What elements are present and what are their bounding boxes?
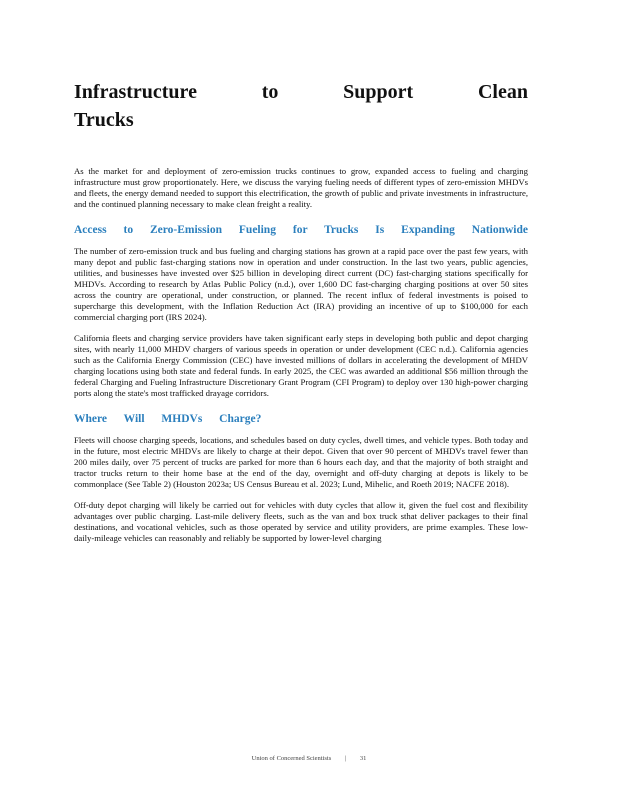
paragraph-access-2: California fleets and charging service providers have taken significant early steps in developing both public and depot charging sites, with nearly 11,000 MHDV chargers of various speeds in operation or under development (CEC n.d.). California agencies such as the California Energy Commission (CEC) have invested millions of dollars in accelerating the development of MHDV charging locations using both state and federal funds. In early 2025, the CEC was awarded an additional $56 million through the federal Charging and Fueling Infrastructure Discretionary Grant Program (CFI Program) to deploy over 130 high-power charging ports along the state's most trafficked drayage corridors. bbox=[74, 333, 528, 398]
footer-org: Union of Concerned Scientists bbox=[251, 755, 332, 762]
section-heading-where: Where Will MHDVs Charge? bbox=[74, 413, 262, 425]
title-line-2: Trucks bbox=[74, 109, 134, 131]
section-heading-access: Access to Zero-Emission Fueling for Trucks Is Expanding Nationwide bbox=[74, 224, 528, 236]
title-line-1: Infrastructure to Support Clean bbox=[74, 81, 528, 103]
page-footer bbox=[0, 755, 618, 762]
footer-separator: | bbox=[344, 755, 347, 762]
paragraph-where-1: Fleets will choose charging speeds, locations, and schedules based on duty cycles, dwell times, and vehicle types. Both today and in the future, most electric MHDVs are likely to charge at their depot. Given that over 90 percent of MHDVs travel fewer than 200 miles daily, over 75 percent of trucks are parked for more than 6 hours each day, and that the majority of both straight and tractor trucks return to their home base at the end of the day, overnight and off-duty charging at depots is likely to be commonplace (See Table 2) (Houston 2023a; US Census Bureau et al. 2023; Lund, Mihelic, and Roeth 2019; NACFE 2018). bbox=[74, 435, 528, 489]
document-page bbox=[74, 78, 528, 554]
page-number: 31 bbox=[359, 755, 367, 762]
paragraph-where-2: Off-duty depot charging will likely be carried out for vehicles with duty cycles that allow it, given the fuel cost and flexibility advantages over public charging. Last-mile delivery fleets, such as the van and box truck sthat deliver packages to their final destinations, and vocational vehicles, such as those operated by service and utility providers, are prime examples. These low-daily-mileage vehicles can reasonably and reliably be supported by lower-level charging bbox=[74, 500, 528, 543]
document-title bbox=[74, 78, 528, 134]
paragraph-access-1: The number of zero-emission truck and bus fueling and charging stations has grown at a rapid pace over the past few years, with many depot and public fast-charging stations now in operation and under construction. In the last two years, public agencies, utilities, and businesses have invested over $25 billion in developing direct current (DC) fast-charging stations specifically for MHDVs. According to research by Atlas Public Policy (n.d.), over 1,600 DC fast-charging charging positions at over 50 sites across the country are operational, under construction, or planned. The recent influx of federal investments is poised to supercharge this development, with the Inflation Reduction Act (IRA) providing an incentive of up to $100,000 for each commercial charging port (IRS 2024). bbox=[74, 246, 528, 322]
intro-paragraph: As the market for and deployment of zero-emission trucks continues to grow, expanded access to fueling and charging infrastructure must grow proportionately. Here, we discuss the varying fueling needs of different types of zero-emission MHDVs and fleets, the energy demand needed to support this electrification, the growth of public and private investments in infrastructure, and the continued planning necessary to make clean freight a reality. bbox=[74, 166, 528, 209]
